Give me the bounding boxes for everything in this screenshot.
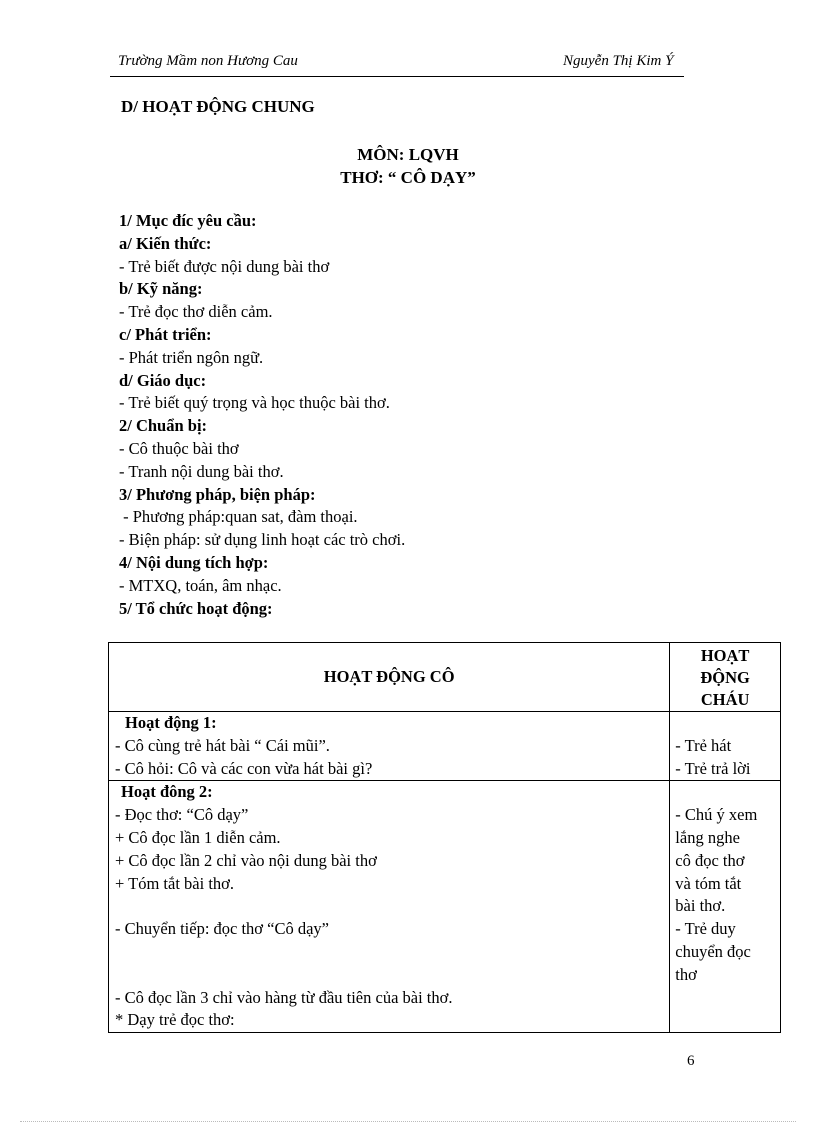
activity2-title: Hoạt đông 2:	[121, 782, 213, 802]
activity1-teacher-cell	[109, 712, 670, 781]
activity1-title: Hoạt động 1:	[125, 713, 217, 732]
development-text: - Phát triển ngôn ngữ.	[119, 347, 264, 367]
knowledge-heading: a/ Kiến thức:	[119, 233, 212, 253]
integration-heading: 4/ Nội dung tích hợp:	[119, 552, 269, 572]
activity-line: thơ	[675, 964, 697, 984]
activity-table	[108, 642, 781, 1033]
development-heading: c/ Phát triển:	[119, 324, 212, 344]
activity-line: + Cô đọc lần 1 diễn cảm.	[115, 827, 281, 847]
activity-line: - Cô hỏi: Cô và các con vừa hát bài gì?	[115, 758, 373, 778]
section-title: D/ HOẠT ĐỘNG CHUNG	[121, 97, 315, 116]
methods-item: - Biện pháp: sử dụng linh hoạt các trò chơi.	[119, 530, 406, 550]
methods-item: - Phương pháp:quan sat, đàm thoại.	[119, 507, 358, 527]
activity-line: lắng nghe	[675, 827, 740, 847]
activity-line: chuyển đọc	[675, 941, 751, 961]
activity-line: - Trẻ hát	[675, 735, 732, 755]
header-divider	[110, 76, 684, 77]
preparation-item: - Cô thuộc bài thơ	[119, 438, 239, 458]
activity-line: * Dạy trẻ đọc thơ:	[115, 1010, 235, 1030]
preparation-heading: 2/ Chuẩn bị:	[119, 416, 208, 436]
activity-line: - Đọc thơ: “Cô dạy”	[115, 805, 249, 825]
activity-line: - Chú ý xem	[675, 805, 758, 825]
teacher-activity-header: HOẠT ĐỘNG CÔ	[109, 643, 670, 712]
page-number: 6	[687, 1053, 695, 1069]
table-row	[109, 781, 781, 1033]
activity-line: - Cô cùng trẻ hát bài “ Cái mũi”.	[115, 735, 330, 755]
activity-line: + Tóm tắt bài thơ.	[115, 873, 235, 893]
activity-line: cô đọc thơ	[675, 850, 745, 870]
table-row	[109, 712, 781, 781]
header-author-name: Nguyễn Thị Kim Ý	[563, 53, 674, 69]
activity-line	[670, 712, 780, 735]
knowledge-text: - Trẻ biết được nội dung bài thơ	[119, 256, 330, 276]
subject-title: MÔN: LQVH	[357, 145, 459, 164]
education-text: - Trẻ biết quý trọng và học thuộc bài thơ.	[119, 393, 390, 413]
activity-line: - Trẻ trả lời	[675, 758, 751, 778]
integration-item: - MTXQ, toán, âm nhạc.	[119, 575, 282, 595]
preparation-item: - Tranh nội dung bài thơ.	[119, 461, 284, 481]
activity-line	[670, 781, 780, 804]
activity-line: + Cô đọc lần 2 chỉ vào nội dung bài thơ	[115, 850, 377, 870]
methods-heading: 3/ Phương pháp, biện pháp:	[119, 484, 316, 504]
activity2-teacher-cell	[109, 781, 670, 1033]
table-header-row	[109, 643, 781, 712]
poem-title: THƠ: “ CÔ DẠY”	[340, 168, 476, 187]
header-line: CHÁU	[700, 690, 750, 709]
activity-line	[109, 964, 669, 987]
activity1-children-cell	[670, 712, 781, 781]
header-line: ĐỘNG	[700, 668, 750, 687]
activity2-children-cell	[670, 781, 781, 1033]
goals-heading: 1/ Mục đíc yêu cầu:	[119, 211, 257, 230]
activity-line: và tóm tắt	[675, 873, 742, 893]
skills-heading: b/ Kỹ năng:	[119, 279, 203, 299]
header-school-name: Trường Mầm non Hương Cau	[118, 53, 298, 69]
page-bottom-divider	[20, 1121, 796, 1122]
activity-line	[109, 941, 669, 964]
activity-line: - Trẻ duy	[675, 919, 736, 939]
activity-line: bài thơ.	[675, 896, 726, 916]
activity-line: - Cô đọc lần 3 chỉ vào hàng từ đầu tiên của bài thơ.	[115, 987, 453, 1007]
education-heading: d/ Giáo dục:	[119, 370, 207, 390]
skills-text: - Trẻ đọc thơ diễn cảm.	[119, 302, 273, 322]
organization-heading: 5/ Tổ chức hoạt động:	[119, 598, 273, 618]
children-activity-header	[670, 643, 781, 712]
activity-line: - Chuyển tiếp: đọc thơ “Cô dạy”	[115, 919, 330, 939]
activity-line	[109, 895, 669, 918]
header-line: HOẠT	[700, 646, 750, 665]
lesson-plan-body	[119, 210, 679, 620]
